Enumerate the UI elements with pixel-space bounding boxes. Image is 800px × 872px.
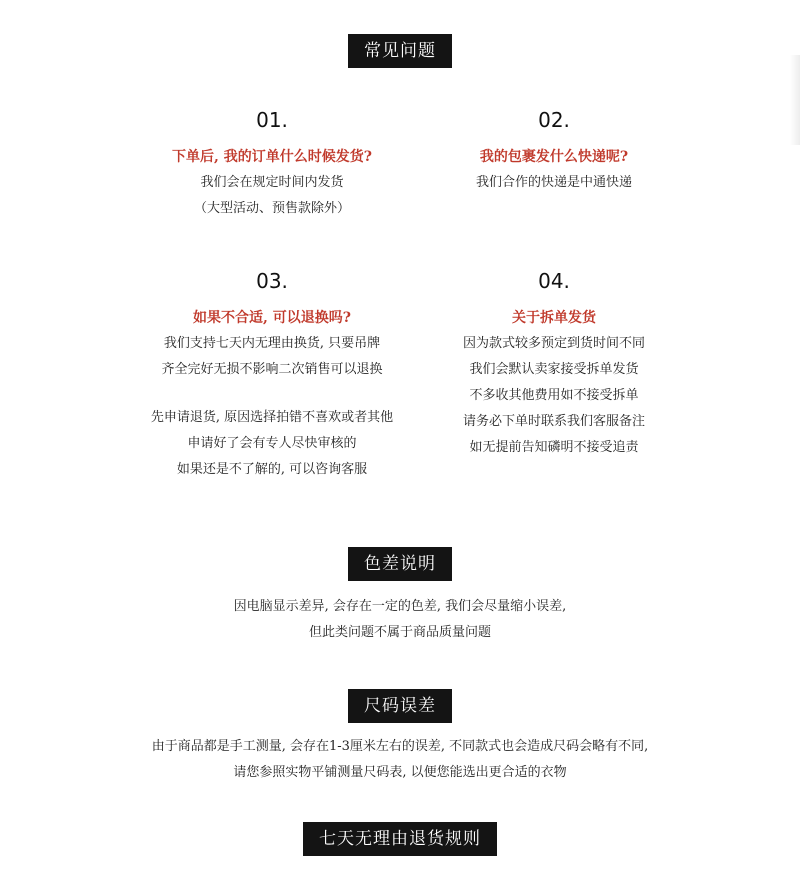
size-note-line: 请您参照实物平铺测量尺码表, 以便您能选出更合适的衣物 [233, 765, 567, 780]
faq-answer-line: （大型活动、预售款除外） [193, 201, 350, 216]
color-note [0, 594, 800, 646]
faq-answer-line: 请务必下单时联系我们客服备注 [462, 414, 645, 429]
faq-answer-line: 先申请退货, 原因选择拍错不喜欢或者其他 [150, 410, 394, 425]
faq-item-02 [394, 106, 714, 196]
faq-number: 02. [538, 108, 570, 132]
faq-question: 下单后, 我的订单什么时候发货? [172, 149, 372, 165]
faq-answer-line: 如果还是不了解的, 可以咨询客服 [176, 462, 368, 477]
faq-number: 04. [538, 269, 570, 293]
edge-shade [790, 55, 800, 145]
color-note-line: 因电脑显示差异, 会存在一定的色差, 我们会尽量缩小误差, [233, 599, 567, 614]
size-note-line: 由于商品都是手工测量, 会存在1-3厘米左右的误差, 不同款式也会造成尺码会略有不同, [151, 739, 649, 754]
faq-number: 03. [256, 269, 288, 293]
faq-answer-line: 因为款式较多预定到货时间不同 [462, 336, 645, 351]
spacer [112, 383, 432, 405]
faq-number: 01. [256, 108, 288, 132]
size-note [0, 734, 800, 786]
faq-answer-line: 我们会在规定时间内发货 [200, 175, 344, 190]
faq-answer-line: 我们合作的快递是中通快递 [475, 175, 632, 190]
returns-section-title: 七天无理由退货规则 [303, 822, 497, 856]
faq-answer-line: 不多收其他费用如不接受拆单 [469, 388, 639, 403]
color-note-line: 但此类问题不属于商品质量问题 [308, 625, 491, 640]
faq-item-01 [112, 106, 432, 222]
faq-section-title: 常见问题 [348, 34, 452, 68]
faq-answer-line: 齐全完好无损不影响二次销售可以退换 [161, 362, 383, 377]
faq-answer-line: 申请好了会有专人尽快审核的 [187, 436, 357, 451]
faq-answer-line: 我们支持七天内无理由换货, 只要吊牌 [163, 336, 381, 351]
faq-answer-line: 如无提前告知磷明不接受追责 [469, 440, 639, 455]
color-section-title: 色差说明 [348, 547, 452, 581]
faq-question: 关于拆单发货 [512, 310, 596, 326]
faq-item-04 [394, 267, 714, 461]
faq-question: 我的包裹发什么快递呢? [479, 149, 629, 165]
faq-answer-line: 我们会默认卖家接受拆单发货 [469, 362, 639, 377]
faq-question: 如果不合适, 可以退换吗? [193, 310, 351, 326]
size-section-title: 尺码误差 [348, 689, 452, 723]
faq-item-03 [112, 267, 432, 483]
